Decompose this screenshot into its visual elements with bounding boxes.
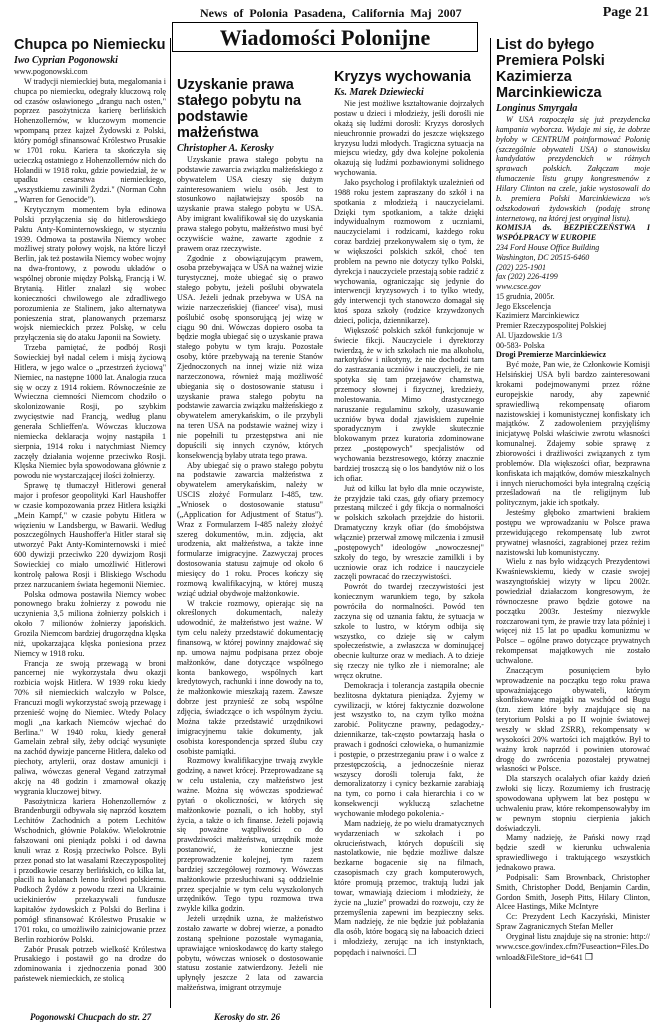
article-author: Ks. Marek Dziewiecki: [334, 86, 424, 98]
paragraph: Już od kilku lat było dla mnie oczywiste, że przyjdzie taki czas, gdy ofiary przemocy przestaną milczeć i gdy fikcja o normalności w polskich szkołach przejdzie do historii. Dramatyczny krzyk ofiar (do śmobójstwa włącznie) przerwał zmowę milczenia i zmusił „postępowych" ideologów „nowoczesnej" szkoły do tego, by wreszcie zamilkli i by uczniowie oraz ich rodzice i nauczyciele zaczęli powracać do rzeczywistości.: [334, 483, 484, 582]
paragraph: W tradycji niemieckiej buta, megalomania i chupca po niemiecku, odegrały kluczową rolę od czasów osławionego „drangu nach osten," poprzez pasożytnicza karierę berlińskich Hohenzollernów, w kluczowym momencie wpompaną przez kajzeł Żydowski z Polski, który pomógł sfinansować Królestwo Prusakie w 1701 roku. Kariera ta skończyła się ucieczką ostatniego z Hohenzollernów nich do Holandii w 1918 roku, gdzie powiedział, że w upadku cesarstwa niemieckiego, „wszystkiemu zawinili Żydzi." (Norman Cohn „ Warren for Genocide").: [14, 76, 166, 205]
article-title: Uzyskanie prawa stałego pobytu na podstawie małżeństwa: [177, 78, 302, 141]
article-kryzys: [334, 70, 484, 1008]
address-line: (202) 225-1901: [496, 262, 546, 272]
paragraph: Wielu z nas było widzących Prezydentowi Kwaśniewskiemu, kiedy w czasie swojej waszyngtońskiej wizyty w lipcu 2002r. powiedział działaczom kongresowym, że równoczesne prawo będzie gotowe na początku 2003r. Jesteśmy niezwykle rozczarowani tym, że prawie trzy lata później i więcej niż 15 lat po upadku komunizmu w Polsce – ogólne prawo dotyczące prywatnych rekompensat majątkowych nie zostało uchwalone.: [496, 557, 650, 665]
paragraph: W USA rozpoczęła się już prezydencka kampania wyborcza. Wydaje mi się, że dobrze byłoby w CENTRUM poinformować Polonię (szczególnie obywateli USA) o stanowisku kandydatów prezydenckich w różnych sprawach polskich. Załączam moje tłumaczenie listu grupy kongresmenów z Hilary Clinton na czele, jakie wystosowali do b. premiera Polski Marcinkiewicza w/s odszkodowań żydowskich (podaję stronę internetową, na której jest oryginał listu).: [496, 114, 650, 223]
paragraph-text: Mam nadzieję, że po wielu dramatycznych wydarzeniach w szkołach i po okrucieństwach, których dopuścili się nastolatkowie, nie będzie możliwe dalsze bezkarne bogacenie się na filmach, czasopismach czy grach komputerowych, które promują przemoc, traktują ludzi jak towar, wmawiają dzieciom i młodzieży, że życie na „luzie" prowadzi do rozwoju, czy że przemyślenia zapewni im bezpieczny seks. Mam nadzieję, że nie będzie już pobłażania dla osób, które bogacą się na łaboacich dzieci i młodzieży, zerując na ich instynktach, popędach i naiwności.: [334, 818, 484, 958]
paragraph: Krytycznym momentem była edinowa Polski przyłączenia się do hitlerowskiego Paktu Anty-Kominternowskiego, w styczniu 1939. Odmowa ta postawiła Niemcy wobec możliwej straty połowy wojsk, na które liczył Berlin, jak też postawiła Niemcy wobec wojny na dwa-frontowy, z powodu układów o wspólnej obronie między Polską, Francją i W. Brytanią. Hitler znalazł się wobec konieczności chwilowego ale zdradliwego porozumienia ze Stalinem, jako alternatywa ponieszenia strat, planowanych przemarsz wojsk niemieckich przez Polskę, w celu przyłączenia się do ataku Japonii na Sowiety.: [14, 205, 166, 343]
paragraph: Powrót do twardej rzeczywistości jest koniecznym warunkiem tego, by szkoła powróciła do normalności. Powód ten zaczyna się od uznania faktu, że sytuacja w szkole to lustro, w którym odbija się wszystko, co dzieje się w całym społeczeństwie, a zwłaszcza w dominującej obecnie kulturze oraz w mediach. A to dzieje się rzeczy nie tylko złe i niemoralne; ale wręcz okrutne.: [334, 582, 484, 680]
paragraph: [496, 932, 650, 963]
paragraph: W trakcie rozmowy, opierając się na określonych dokumentach, należy udowodnić, że małżeństwo jest ważne. W tym celu należy przedstawić dokumentację finansową, w której powinny znajdować się np. umowa najmu podpisana przez oboje małżonków, dane dotyczące wspólnego konta bankowego, wspólnych kart kredytowych, rachunki i inne dowody na to, że małżonkowie mieszkają razem. Zawsze dobrze jest przynieść ze sobą wspólne zdjęcia, świadczące o ich wspólnym życiu. Można także przedstawić urzędnikowi imigracyjnemu takie dokumenty, jak osobista korespondencja sprzed ślubu czy osobiste pamiątki.: [177, 598, 323, 756]
article-chucpa: [14, 38, 166, 1008]
paragraph: Trzeba pamiętać, że podbój Rosji Sowieckiej był nadal celem i misją życiową Hitlera, w jego walce o „przestrzeń życiową" Niemiec, na następne 1000 lat. Analogia rzuca się w oczy z 1914 rokiem. Równocześnie ze Wwieczna ciemności Niemcom chodziło o skolonizowanie Rosji, po szybkim zwycięstwie nad Francją, według planu generała Schlieffen'a. Wówczas kluczowa niemiecka deklaracja wojny nastąpiła 1 sierpnia, 1914 roku i natychmiast Niemcy zaczęły działania wojenne przeciwko Rosji. Klęska Niemiec była spowodowana głównie z powodu nie wystarczającej ilości żołnierzy.: [14, 343, 166, 481]
letter-date: 15 grudnia, 2005r.: [496, 291, 555, 301]
recipient-line: Jego Ekscelencja: [496, 301, 551, 311]
paragraph: Pasożytnicza kariera Hohenzollernów z Brandenburgii odbywała się naprzód kosztem Lechitów Zachodnich a potem Lechitów Wschodnich, głównie Polaków. Wielokrotnie fałszowani oni pieniądz polski i od dawna knuli wraz z Rosją przeciwko Polsce. Byli przez ponad sto lat wasalami Rzeczypospolitej i przodkowie cesarzy berlińskich, co kilka lat, płacili na kolanach lenno królowi polskiemu. Podkoch Żydów z powodu rzezi na Ukrainie uciekinierów przekazywali fundusze kapitałów żydowskich z Polski do Berlina i pomógł sfinansować Królestwo Prusakie w 1701 roku, co umożliwiło zainicjowanie przez Berlin rozbiorów Polski.: [14, 796, 166, 944]
paragraph: Polska odmowa postawiła Niemcy wobec ponownego braku żołnierzy z powodu nie uczynienia 3,5 miliona żołnierzy polskich i około 7 milionów żołnierzy japońskich. Grozila Niemcom bardziej drugorzędna klęska niż, upokarzająca klęska poniesiona przez Niemcy w 1918 roku.: [14, 589, 166, 658]
paragraph: Mamy nadzieję, że Pański nowy rząd będzie szedł w kierunku uchwalenia sprawiedliwego i traktującego wszystkich jednakowo prawa.: [496, 833, 650, 873]
article-title: List do byłego Premiera Polski Kazimierza Marcinkiewicza: [496, 38, 605, 101]
paragraph: Aby ubiegać się o prawo stałego pobytu na podstawie zawarcia małżeństwa z obywatelem amerykańskim, należy w USCIS złożyć Formularz I-485, tzw. „Wniosek o dostosowanie statusu" („Application for Adjustment of Status"). Wraz z Formularzem I-485 należy złożyć szereg dokumentów, m.in. zdjęcia, akt urodzenia, akt małżeństwa, a także inne formularze imigracyjne. Zazwyczaj proces dostosowania statusu zajmuje od około 6 miesięcy do 1 roku. Proces kończy się rozmową kwalifikacyjną, w której muszą wziąć udział obydwoje małżonkowie.: [177, 460, 323, 598]
org-title: KOMISJA ds. BEZPIECZEŃSTWA I WSPÓŁPRACY W EUROPIE: [496, 223, 650, 243]
paragraph: Jeżeli urzędnik uzna, że małżeństwo zostało zawarte w dobrej wierze, a ponadto zostaną spełnione pozostałe wymagania, uprawiające wnioskodawcę do karty stałego pobytu, wówczas wniosek o dostosowanie statusu zostanie zatwierdzony. Jeżeli nie upłynęły jeszcze 2 lata od zawarcia małżeństwa, imigrant otrzymuje: [177, 914, 323, 993]
article-author: Iwo Cyprian Pogonowski: [14, 54, 118, 66]
paragraph: Być może, Pan wie, że Członkowie Komisji Helsińskiej USA byli bardzo zainteresowani krokami podejmowanymi przez różne europejskie narody, aby zapewnić sprawiedliwą rekompensatę ofiarom nazistowskiej i komunistycznej konfiskaty ich majątków. Z zadowoleniem przyjęliśmy inicjatywę Polski właściwie zwrotu własności komunalnej. Zdajemy sobie sprawę z zbiorowości i drażliwości związanych z tym problemów. Dla większości ofiar, bezprawna konfiskata ich majątków, domów mieszkalnych i innych nieruchomości była integralną częścią prześladowań na tle religijnym lub politycznym, jakie ich spotkały.: [496, 360, 650, 508]
paragraph: Sprawę tę tłumaczył Hitlerowi generał major i profesor geopolityki Karl Haushoffer w czasie kompozowania przez Hitlera książki „Mein Kampf," w czasie pobytu Hitlera w więzieniu w Landsbergu, w Bawarii. Według poszczególnych Haushoffer'a Hitler starał się utworzyć Pakt Anty-Kominternowski i mieć 600 dywizji przeciwko 220 dywizjom Rosji Sowieckiej co miało umożliwić Hitlerowi kontrolę pałowa Rosji i Bliskiego Wschodu przez narzucaniem świata hegemonii Niemiec.: [14, 481, 166, 589]
section-banner: Wiadomości Polonijne: [172, 22, 478, 52]
article-list: [496, 38, 650, 1008]
article-author: Longinus Smyrgała: [496, 102, 578, 114]
end-mark: ❐: [408, 947, 417, 958]
header-publication: News of Polonia Pasadena, California Maj 2007: [200, 6, 462, 20]
address-line: Washington, DC 20515-6460: [496, 252, 590, 262]
paragraph: [334, 819, 484, 958]
paragraph: Znaczącym posunięciem było wprowadzenie na początku tego roku prawa upoważniającego obywateli, którym skonfiskowane majątki na wschód od Bugu (tzn. ziem które były znajdujące się na terytorium Polski a po II wojnie światowej weszły w skład ZSRR), rekompensaty w wysokości 20% wartości ich majątków. Był to ważny krok naprzód i powinien utorować drogę do zwrócenia pozostałej prywatnej własności w Polsce.: [496, 665, 650, 774]
paragraph: Większość polskich szkół funkcjonuje w świecie fikcji. Nauczyciele i dyrektorzy twierdzą, że w ich szkołach nie ma alkoholu, narkotyków i nikotyny, że nie dochodzi tam do zastraszania uczniów i nauczycieli, że nie spotyka się tam przejawów chamstwa, przemocy słownej i fizycznej, kredzieży, molestowania. Mimo drastycznego naruszanie regulaminu szkoły, uzasuwanie uczniów bywa dodał zjawiskiem zupełnie sporadycznym i zwykle skutecznie blokowanym przez kuratoria zdominowane przez „postępowych" specjalistów od wychowania bezstresowego, którzy znacznie bardziej troszczą się o los bandytów niż o los ich ofiar.: [334, 325, 484, 483]
paragraph: Jako psycholog i profilaktyk uzależnień od 1988 roku jestem zapraszany do szkół i na spotkania z młodzieżą i nauczycielami. Dzięki tym spotkaniom, a także dzięki indywidualnym rozmowom z uczniami, nauczycielami i rodzicami, każdego roku coraz bardziej przekonywałem się o tym, że w większości polskich szkół, choć ten problem na pewno nie dotyczy tylko Polski, dyrekcja i nauczyciele przestają sobie radzić z wychowania, ograniczając się jedynie do interwencji kryzysowych i to tylko wtedy, gdy interwencji tych stanowczo domagał się ktoś spoza szkoły (rodzice krzywdzonych dzieci, policja, dziennikarze).: [334, 178, 484, 326]
article-title: Chupca po Niemiecku: [14, 38, 166, 53]
column-rule: [490, 38, 491, 1008]
paragraph: Demokracja i tolerancja zastąpiła obecnie bezlitosna dyktatura pieniądza. Żyjemy w cywilizacji, w której faktycznie dozwolone jest wszystko to, na czym tylko można zarobić. Polityczne prawny, pedagodzy,-dziennikarze, tak-często powtarzają hasła o prawach i godności człowieka, o humanizmie i postępie, o przestrzeganiu praw i o walce z przestępczością, a jednocześnie nieraz wszyscy dorośli toleruja fakt, że demoralizatorzy i cynicy bezkarnie zarabiają na tym, co porno i cała hierarchia i co w konsekwencji wykluczą szlachetne wychowanie młodego pokolenia.-: [334, 680, 484, 818]
recipient-line: Al. Ujazdowskie 1/3: [496, 330, 562, 340]
end-mark: ❐: [584, 951, 593, 962]
address-line: fax (202) 226-4199: [496, 272, 558, 282]
paragraph-text: Oryginał listu znajduje się na stronie: http://www.csce.gov/index.cfm?Fuseaction=Files.Download&FileStore_id=641: [496, 932, 650, 962]
article-pobyt: [177, 78, 323, 1008]
salutation: Drogi Premierze Marcinkiewicz: [496, 350, 607, 360]
paragraph: Jesteśmy głęboko zmartwieni brakiem postępu we wprowadzaniu w Polsce prawa przewidującego rekompensatę lub zwrot prywatnej własności, zagrabionej przez reżim nazistowski lub komunistyczny.: [496, 508, 650, 557]
address-line: 234 Ford House Office Building: [496, 243, 600, 253]
paragraph: Nie jest możliwe kształtowanie dojrzałych postaw u dzieci i młodzieży, jeśli dorośli nie okażą się ludźmi dorosłi: Kryzys dorosłych nieuchronnie prowadzi do jeszcze większego kryzysu ludzi młodych. Tragiczna sytuacja na miejscu wiedzy, gdy dwa kolejne pokolenia okazują się ludźmi pozbawionymi solidnego wychowania.: [334, 99, 484, 178]
paragraph: Uzyskanie prawa stałego pobytu na podstawie zawarcia związku małżeńskiego z obywatelem USA cieszy się dużym zainteresowaniem wielu osób. Jest to stosunkowo najłatwiejszy sposób na uzyskanie prawa stałego pobytu w USA. Aby imigrant kwalifikował się do uzyskania prawa stałego pobytu, małżeństwo musi być oczywiście ważne, zawarte zgodnie z prawem oraz rzeczywiste.: [177, 154, 323, 253]
paragraph: Zgodnie z obowiązującym prawem, osoba przebywająca w USA na ważnej wizie turystycznej, może ubiegać się o prawo stałego pobytu, jeżeli poślubi obywatela USA. Jeżeli jednak przebywa w USA na wizie narzeczeńskiej (fiancee' visa), musi poślubić osobę sponsorującą jej wizę w ciągu 90 dni. Wówczas dopiero osoba ta będzie mogła ubiegać się o uzyskanie prawa stałego pobytu w tym kraju. Pozostałe osoby, które przebywają na terenie Stanów Zjednoczonych na innej wizie niż wiza narzeczonowa, również mają możliwość ubiegania się o dostosowanie statusu i uzyskanie prawa stałego pobytu na podstawie zawarcia związku małżeńskiego z obywatelem amerykańskim, o ile przybyli na teren USA na podstawie ważnej wizy i nie popełnili tu przestępstwa ani nie dopuścili się innych czynów, których konsekwencją byłaby utrata tego prawa.: [177, 253, 323, 460]
continuation-note: Kerosky do str. 26: [214, 1012, 281, 1022]
recipient-line: Kazimierz Marcinkiewicz: [496, 311, 580, 321]
page-number: Page 21: [602, 5, 649, 20]
article-author: Christopher A. Kerosky: [177, 142, 274, 154]
paragraph: Francja ze swoją przewagą w broni pancernej nie wykorzystała dwu okazji rozbicia wojsk Hitlera. W 1939 roku kiedy 70% sił niemieckich walczyło w Polsce, Francuzi mogli wykorzystać swoją przewagę i przenieść wojnę do Niemiec. Wtedy Polacy mogli „na karkach Niemców wjechać do Berlina." W 1940 roku, kiedy generał Gamelain zebrał siły, żeby odciąć wysunięte na zachód dywizje pancerne Hitlera, daleko od piechoty, artylerii, oraz dostaw amunicji i paliwa, wówczas generał Vegand zatrzymał akcję na 48 godzin i zmarnował okazję wygrania kluczowej bitwy.: [14, 658, 166, 796]
paragraph: Cc: Prezydent Lech Kaczyński, Minister Spraw Zagranicznych Stefan Meller: [496, 912, 650, 932]
paragraph: Dla starszych ocalałych ofiar każdy dzień zwłoki się liczy. Rozumiemy ich frustrację spowodowana upływem lat bez postępu w uchwaleniu praw, które rekompensowałyby im w pewnym stopniu cierpienia jakich doświadczyli.: [496, 774, 650, 833]
column-rule: [170, 38, 171, 1008]
article-title: Kryzys wychowania: [334, 70, 471, 85]
article-website: www.pogonowski.com: [14, 67, 88, 77]
recipient-line: 00-583- Polska: [496, 340, 545, 350]
paragraph: Podpisali: Sam Brownback, Christopher Smith, Christopher Dodd, Benjamin Cardin, Gordon Smith, Joseph Pitts, Hilary Clinton, Alcee Hastings, Mike McIntyre: [496, 872, 650, 912]
recipient-line: Premier Rzeczypospolitej Polskiej: [496, 321, 607, 331]
address-line: www.csce.gov: [496, 282, 541, 292]
paragraph: Zabór Prusak potrzeb wielkość Królestwa Prusakiego i postawił go na drodze do zdominowania i zjednoczenia ponad 300 państewek niemieckich, ze stolicą: [14, 944, 166, 984]
continuation-note: Pogonowski Chucpach do str. 27: [30, 1012, 152, 1022]
paragraph: Rozmowy kwalifikacyjne trwają zwykle godzinę, a nawet krócej. Przeprowadzane są w celu ustalenia, czy małżeństwo jest ważne. Można się wówczas spodziewać pytań o okoliczności, w których się małżonkowie poznali, o ich hobby, styl życia, a także o ich finanse. Jeżeli pojawią się poważne wątpliwości co do prawdziwości małżeństwa, urzędnik może postanowić, że konieczne jest przeprowadzenie kolejnej, tym razem bardziej szczegółowej rozmowy. Wówczas małżonkowie przesłuchiwani są oddzielnie przez specjalnie w tym celu wyszkolonych urzędników. Tego typu rozmowa trwa zwykle kilka godzin.: [177, 756, 323, 914]
